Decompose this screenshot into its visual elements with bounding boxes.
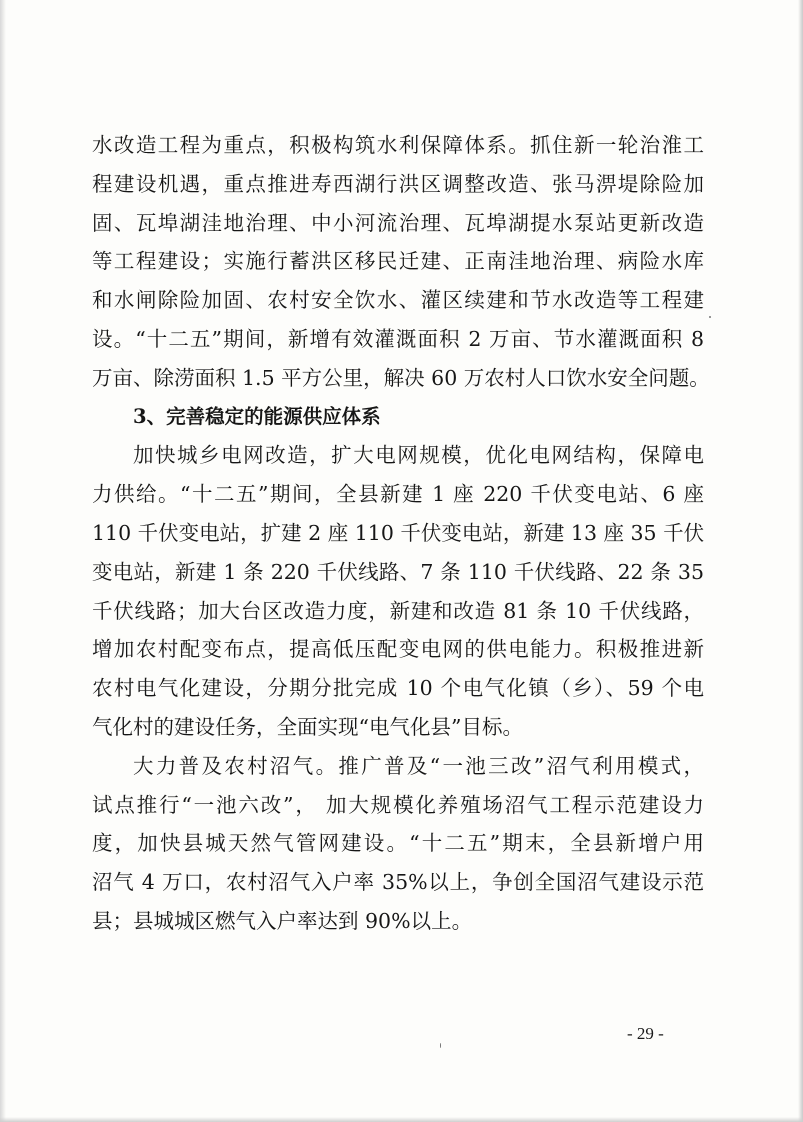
section-heading: 3、完善稳定的能源供应体系: [133, 404, 381, 428]
text-line: 万亩、除涝面积 1.5 平方公里，解决 60 万农村人口饮水安全问题。: [92, 365, 710, 390]
text-line: 加快城乡电网改造，扩大电网规模，优化电网结构，保障电: [133, 443, 704, 468]
text-line: 增加农村配变布点，提高低压配变电网的供电能力。积极推进新: [92, 637, 704, 662]
text-line: 110 千伏变电站，扩建 2 座 110 千伏变电站，新建 13 座 35 千伏: [92, 520, 705, 545]
text-line: 千伏线路；加大台区改造力度，新建和改造 81 条 10 千伏线路，: [92, 598, 704, 623]
body-text: [92, 126, 710, 941]
paragraph-biogas: [92, 747, 704, 941]
scan-speck: [709, 316, 711, 318]
text-line: 大力普及农村沼气。推广普及“一池三改”沼气利用模式，: [133, 753, 704, 778]
text-line: 固、瓦埠湖洼地治理、中小河流治理、瓦埠湖提水泵站更新改造: [92, 210, 704, 235]
text-line: 等工程建设；实施行蓄洪区移民迁建、正南洼地治理、病险水库: [92, 249, 704, 274]
paragraph-water: [92, 126, 710, 398]
text-line: 试点推行“一池六改”， 加大规模化养殖场沼气工程示范建设力: [92, 792, 704, 817]
text-line: 变电站，新建 1 条 220 千伏线路、7 条 110 千伏线路、22 条 35: [92, 559, 704, 584]
text-line: 设。“十二五”期间，新增有效灌溉面积 2 万亩、节水灌溉面积 8: [92, 326, 704, 351]
text-line: 农村电气化建设，分期分批完成 10 个电气化镇（乡）、59 个电: [92, 676, 704, 701]
scan-edge-bottom: [0, 1117, 803, 1122]
scan-speck: [440, 1043, 441, 1048]
text-line: 水改造工程为重点，积极构筑水利保障体系。抓住新一轮治淮工: [92, 133, 704, 157]
page-number: - 29 -: [627, 1024, 664, 1043]
text-line: 气化村的建设任务，全面实现“电气化县”目标。: [92, 714, 523, 739]
text-line: 程建设机遇，重点推进寿西湖行洪区调整改造、张马淠堤除险加: [92, 171, 704, 196]
text-line: 和水闸除险加固、农村安全饮水、灌区续建和节水改造等工程建: [92, 288, 704, 313]
text-line: 力供给。“十二五”期间，全县新建 1 座 220 千伏变电站、6 座: [92, 482, 704, 507]
text-line: 度，加快县城天然气管网建设。“十二五”期末，全县新增户用: [92, 831, 704, 856]
paragraph-power-grid: [92, 436, 704, 746]
text-line: 沼气 4 万口，农村沼气入户率 35%以上，争创全国沼气建设示范: [92, 870, 704, 895]
scan-edge-left: [0, 0, 6, 1122]
text-line: 县；县城城区燃气入户率达到 90%以上。: [92, 908, 473, 933]
scan-edge-right: [798, 0, 803, 1122]
